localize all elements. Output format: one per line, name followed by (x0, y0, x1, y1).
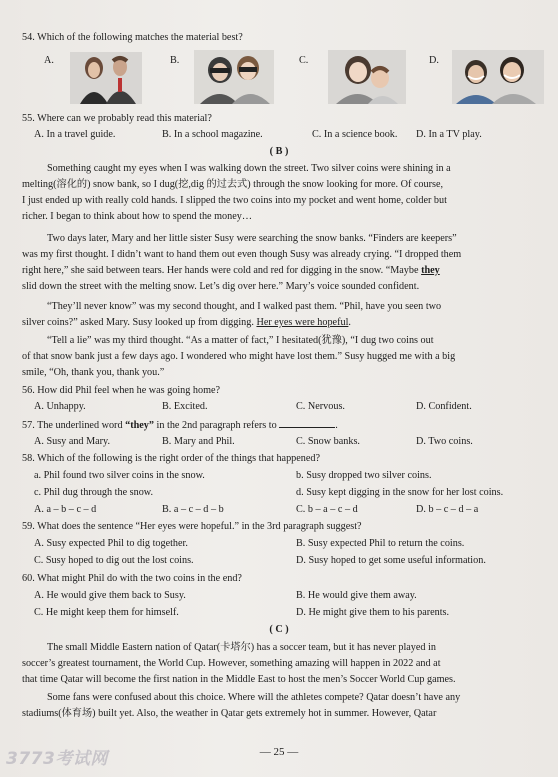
q57-text-pre: 57. The underlined word (22, 420, 126, 431)
q54-option-d-photo (452, 50, 544, 104)
q54-option-a-label: A. (44, 55, 54, 66)
q60-option-a: A. He would give them back to Susy. (34, 590, 186, 601)
q56-question: 56. How did Phil feel when he was going home? (22, 385, 221, 396)
q58-option-a: A. a – b – c – d (34, 504, 97, 515)
passage-b-p3-line2-text: silver coins?” asked Mary. Susy looked up from digging. (22, 317, 257, 328)
q58-option-b: B. a – c – d – b (162, 504, 224, 515)
q55-option-a: A. In a travel guide. (34, 129, 116, 140)
q57-option-a: A. Susy and Mary. (34, 436, 111, 447)
passage-c-line2: soccer’s greatest tournament, the World Cup. However, something amazing will happen in 2022 and at (22, 658, 441, 669)
q57-answer-blank (279, 418, 335, 428)
passage-b-p1-line2: melting(溶化的) snow bank, so I dug(挖,dig 的过去式) through the snow looking for more. Of course, (22, 179, 444, 190)
q56-option-b: B. Excited. (162, 401, 208, 412)
q59-option-b: B. Susy expected Phil to return the coins. (296, 538, 465, 549)
q59-option-a: A. Susy expected Phil to dig together. (34, 538, 188, 549)
q57-text-post: in the 2nd paragraph refers to (153, 420, 280, 431)
q56-option-d: D. Confident. (416, 401, 472, 412)
passage-c-line3: that time Qatar will become the first nation in the Middle East to host the men’s Soccer World Cup games. (22, 674, 456, 685)
q55-option-d: D. In a TV play. (416, 129, 482, 140)
q60-option-c: C. He might keep them for himself. (34, 607, 179, 618)
q57-end: . (335, 420, 338, 431)
q59-question: 59. What does the sentence “Her eyes were hopeful.” in the 3rd paragraph suggest? (22, 521, 362, 532)
passage-b-p3-period: . (348, 317, 351, 328)
q60-option-d: D. He might give them to his parents. (296, 607, 450, 618)
q54-option-c-label: C. (299, 55, 309, 66)
underlined-word-they: they (421, 265, 440, 276)
passage-b-p1-line1: Something caught my eyes when I was walking down the street. Two silver coins were shining in a (47, 163, 451, 174)
q57-option-b: B. Mary and Phil. (162, 436, 235, 447)
q58-event-d: d. Susy kept digging in the snow for her lost coins. (296, 487, 504, 498)
q58-option-d: D. b – c – d – a (416, 504, 479, 515)
q54-option-b-label: B. (170, 55, 180, 66)
passage-b-p3-line2 (22, 316, 542, 330)
q59-option-c: C. Susy hoped to dig out the lost coins. (34, 555, 194, 566)
passage-b-p2-line1: Two days later, Mary and her little sister Susy were searching the snow banks. “Finders are keepers” (47, 233, 457, 244)
passage-b-p2-line4: slid down the street with the melting snow. Let’s dig over here.” Mary’s voice sounded confident. (22, 281, 420, 292)
q60-question: 60. What might Phil do with the two coins in the end? (22, 573, 242, 584)
passage-c-line5: stadiums(体育场) built yet. Also, the weather in Qatar gets extremely hot in summer. However, Qatar (22, 708, 437, 719)
q55-question: 55. Where can we probably read this material? (22, 113, 212, 124)
q57-option-c: C. Snow banks. (296, 436, 360, 447)
passage-b-p3-line1: “They’ll never know” was my second thought, and I walked past them. “Phil, have you seen two (47, 301, 442, 312)
q56-option-c: C. Nervous. (296, 401, 345, 412)
underlined-sentence-hopeful: Her eyes were hopeful (256, 317, 349, 328)
passage-b-p2-line3 (22, 264, 542, 278)
passage-b-p4-line2: of that snow bank just a few days ago. I wondered who might have lost them.” Susy hugged me with a big (22, 351, 456, 362)
section-b-heading: ( B ) (269, 146, 289, 157)
passage-c-line1: The small Middle Eastern nation of Qatar(卡塔尔) has a soccer team, but it has never played in (47, 642, 436, 653)
passage-b-p1-line3: I just ended up with really cold hands. I slipped the two coins into my pocket and went home, colder but (22, 195, 447, 206)
passage-b-p4-line1: “Tell a lie” was my third thought. “As a matter of fact,” I hesitated(犹豫), “I dug two coins out (47, 335, 434, 346)
q54-question: 54. Which of the following matches the material best? (22, 32, 243, 43)
passage-b-p2-line3-text: right here,” she said between tears. Her hands were cold and red for digging in the snow. “Maybe (22, 265, 422, 276)
q58-event-a: a. Phil found two silver coins in the snow. (34, 470, 205, 481)
q57-word: “they” (125, 420, 154, 431)
q58-event-b: b. Susy dropped two silver coins. (296, 470, 432, 481)
q54-option-c-photo (328, 50, 406, 104)
q55-option-b: B. In a school magazine. (162, 129, 263, 140)
page-number: — 25 — (259, 746, 299, 758)
q54-option-d-label: D. (429, 55, 439, 66)
q60-option-b: B. He would give them away. (296, 590, 417, 601)
watermark-logo: 3773考试网 (6, 749, 108, 769)
q58-question: 58. Which of the following is the right order of the things that happened? (22, 453, 321, 464)
q58-event-c: c. Phil dug through the snow. (34, 487, 154, 498)
q54-option-b-photo (194, 50, 274, 104)
passage-b-p1-line4: richer. I began to think about how to spend the money… (22, 211, 253, 222)
q57-option-d: D. Two coins. (416, 436, 473, 447)
q56-option-a: A. Unhappy. (34, 401, 86, 412)
section-c-heading: ( C ) (269, 624, 289, 635)
q58-option-c: C. b – a – c – d (296, 504, 358, 515)
q55-option-c: C. In a science book. (312, 129, 398, 140)
q54-option-a-photo (70, 52, 142, 104)
passage-b-p4-line3: smile, “Oh, thank you, thank you.” (22, 367, 165, 378)
passage-c-line4: Some fans were confused about this choice. Where will the athletes compete? Qatar doesn’t have any (47, 692, 461, 703)
q54-options-row (22, 50, 542, 106)
q59-option-d: D. Susy hoped to get some useful information. (296, 555, 486, 566)
q57-question (22, 418, 542, 433)
passage-b-p2-line2: was my first thought. I didn’t want to hand them out even though Susy was already crying. “I dropped them (22, 249, 462, 260)
